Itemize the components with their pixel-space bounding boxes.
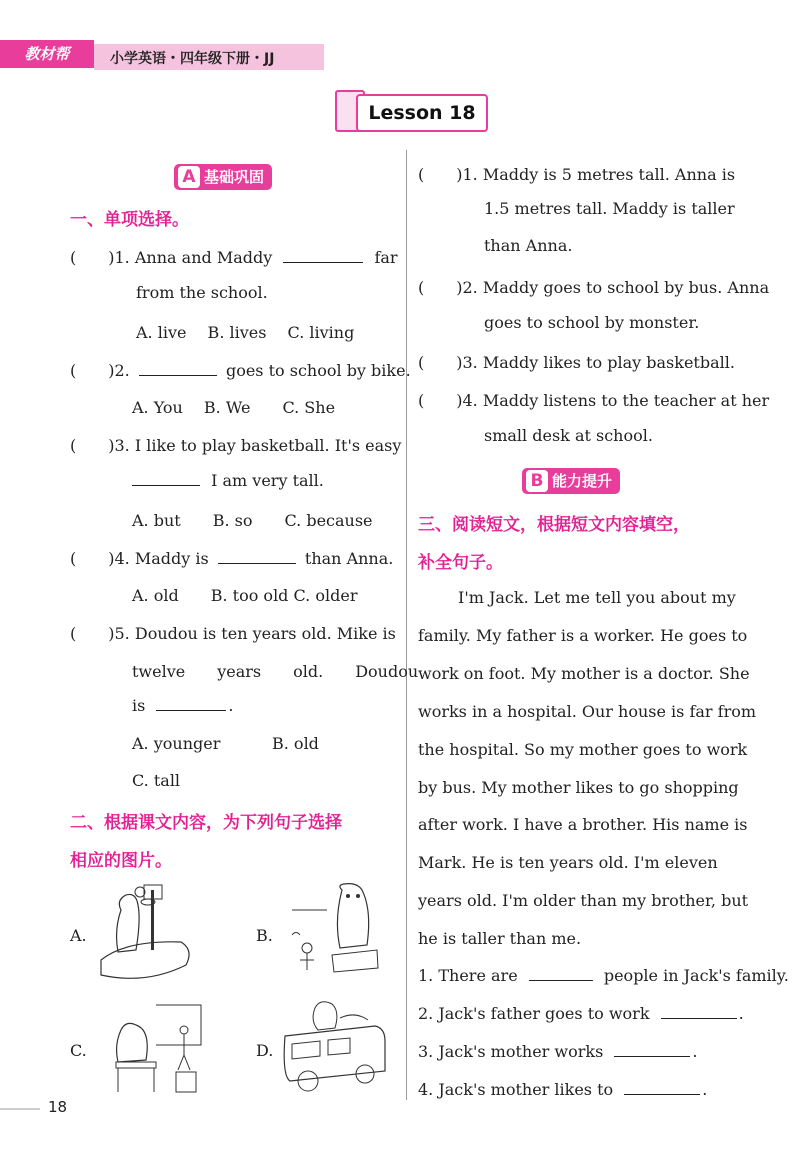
book-title: 小学英语・四年级下册・JJ	[110, 51, 275, 67]
fill-3	[418, 1042, 697, 1061]
part2-title: 二、根据课文内容，为下列句子选择	[70, 813, 342, 833]
question-2	[70, 358, 411, 381]
f1-blank[interactable]	[529, 966, 593, 981]
section-b-letter: B	[526, 470, 548, 492]
section-b-badge	[522, 468, 620, 494]
s3-text: Maddy likes to play basketball.	[482, 353, 735, 372]
pic-label-d: D.	[256, 1041, 274, 1060]
question-4	[70, 546, 393, 569]
q5-blank[interactable]	[156, 696, 226, 711]
section-a-letter: A	[178, 166, 200, 188]
passage-line-4: works in a hospital. Our house is far from	[418, 702, 757, 721]
q5-is: is	[132, 696, 146, 715]
f3-text: 3. Jack's mother works	[418, 1042, 604, 1061]
q5-period: .	[228, 696, 234, 715]
f2-blank[interactable]	[661, 1004, 737, 1019]
statement-4	[418, 388, 769, 411]
statement-1	[418, 162, 735, 185]
f2-period: .	[738, 1004, 744, 1023]
f4-blank[interactable]	[624, 1080, 700, 1095]
pic-label-c: C.	[70, 1041, 87, 1060]
s1-number: ( )1.	[418, 165, 478, 184]
q2-text: goes to school by bike.	[225, 361, 411, 380]
picture-d-bus	[280, 996, 390, 1100]
q1-blank[interactable]	[283, 248, 363, 263]
picture-a-basketball	[96, 880, 196, 990]
section-b-label: 能力提升	[552, 472, 613, 490]
section-a-badge	[174, 164, 272, 190]
q5-number: ( )5.	[70, 624, 130, 643]
s1-text: Maddy is 5 metres tall. Anna is	[482, 165, 736, 184]
f4-text: 4. Jack's mother likes to	[418, 1080, 614, 1099]
passage-line-7: after work. I have a brother. His name is	[418, 815, 748, 834]
q1-text-end: far	[374, 248, 398, 267]
part3-title-line2: 补全句子。	[418, 553, 503, 573]
q3-blank[interactable]	[132, 471, 200, 486]
column-divider	[406, 150, 407, 1100]
q4-options: A. old B. too old C. older	[132, 586, 358, 605]
fill-2	[418, 1004, 744, 1023]
statement-3	[418, 350, 735, 373]
q5-line3	[132, 696, 234, 715]
q3-options: A. but B. so C. because	[132, 511, 373, 530]
fill-1	[418, 966, 789, 985]
pic-label-a: A.	[70, 926, 87, 945]
q2-number: ( )2.	[70, 361, 130, 380]
brand-logo: 教材帮	[0, 40, 94, 68]
q5-option-c: C. tall	[132, 771, 181, 790]
q2-blank[interactable]	[139, 361, 217, 376]
part2-title-line2: 相应的图片。	[70, 851, 172, 871]
q4-text-end: than Anna.	[304, 549, 394, 568]
passage-line-6: by bus. My mother likes to go shopping	[418, 778, 739, 797]
s4-number: ( )4.	[418, 391, 478, 410]
q1-options: A. live B. lives C. living	[136, 323, 355, 342]
s2-text: Maddy goes to school by bus. Anna	[482, 278, 770, 297]
passage-line-9: years old. I'm older than my brother, but	[418, 891, 749, 910]
q3-line2	[132, 471, 324, 490]
f1-text-end: people in Jack's family.	[603, 966, 789, 985]
s2-line2: goes to school by monster.	[484, 313, 700, 332]
section-a-label: 基础巩固	[204, 168, 265, 186]
s1-line2: 1.5 metres tall. Maddy is taller	[484, 199, 735, 218]
q3-text-end: I am very tall.	[211, 471, 324, 490]
f3-blank[interactable]	[614, 1042, 690, 1057]
question-5	[70, 621, 396, 644]
q5-option-b: B. old	[272, 734, 319, 753]
lesson-title: Lesson 18	[356, 94, 488, 132]
q4-number: ( )4.	[70, 549, 130, 568]
passage-line-10: he is taller than me.	[418, 929, 582, 948]
pic-label-b: B.	[256, 926, 273, 945]
fill-4	[418, 1080, 707, 1099]
q3-number: ( )3.	[70, 436, 130, 455]
q1-text-line2: from the school.	[136, 283, 268, 302]
part3-title: 三、阅读短文，根据短文内容填空，	[418, 515, 690, 535]
passage-line-5: the hospital. So my mother goes to work	[418, 740, 748, 759]
question-1	[70, 245, 398, 268]
question-3	[70, 433, 401, 456]
s3-number: ( )3.	[418, 353, 478, 372]
f1-text: 1. There are	[418, 966, 518, 985]
picture-b-tall-monster	[282, 880, 382, 980]
picture-c-classroom	[96, 1000, 206, 1100]
part1-title: 一、单项选择。	[70, 210, 189, 230]
passage-line-1: I'm Jack. Let me tell you about my	[458, 588, 736, 607]
q5-option-a: A. younger	[132, 734, 221, 753]
s4-line2: small desk at school.	[484, 426, 653, 445]
s2-number: ( )2.	[418, 278, 478, 297]
q1-number: ( )1.	[70, 248, 130, 267]
q3-text: I like to play basketball. It's easy	[134, 436, 402, 455]
q4-blank[interactable]	[218, 549, 296, 564]
f4-period: .	[702, 1080, 708, 1099]
passage-line-2: family. My father is a worker. He goes to	[418, 626, 748, 645]
q1-text: Anna and Maddy	[134, 248, 273, 267]
page-number: 18	[48, 1098, 68, 1116]
passage-line-3: work on foot. My mother is a doctor. She	[418, 664, 750, 683]
s4-text: Maddy listens to the teacher at her	[482, 391, 770, 410]
passage-line-8: Mark. He is ten years old. I'm eleven	[418, 853, 718, 872]
q4-text: Maddy is	[134, 549, 209, 568]
f3-period: .	[692, 1042, 698, 1061]
f2-text: 2. Jack's father goes to work	[418, 1004, 650, 1023]
q5-text: Doudou is ten years old. Mike is	[134, 624, 396, 643]
q2-options: A. You B. We C. She	[132, 398, 336, 417]
q5-line2: twelve years old. Doudou	[132, 662, 419, 681]
s1-line3: than Anna.	[484, 236, 573, 255]
footer-rule	[0, 1108, 40, 1110]
statement-2	[418, 275, 769, 298]
